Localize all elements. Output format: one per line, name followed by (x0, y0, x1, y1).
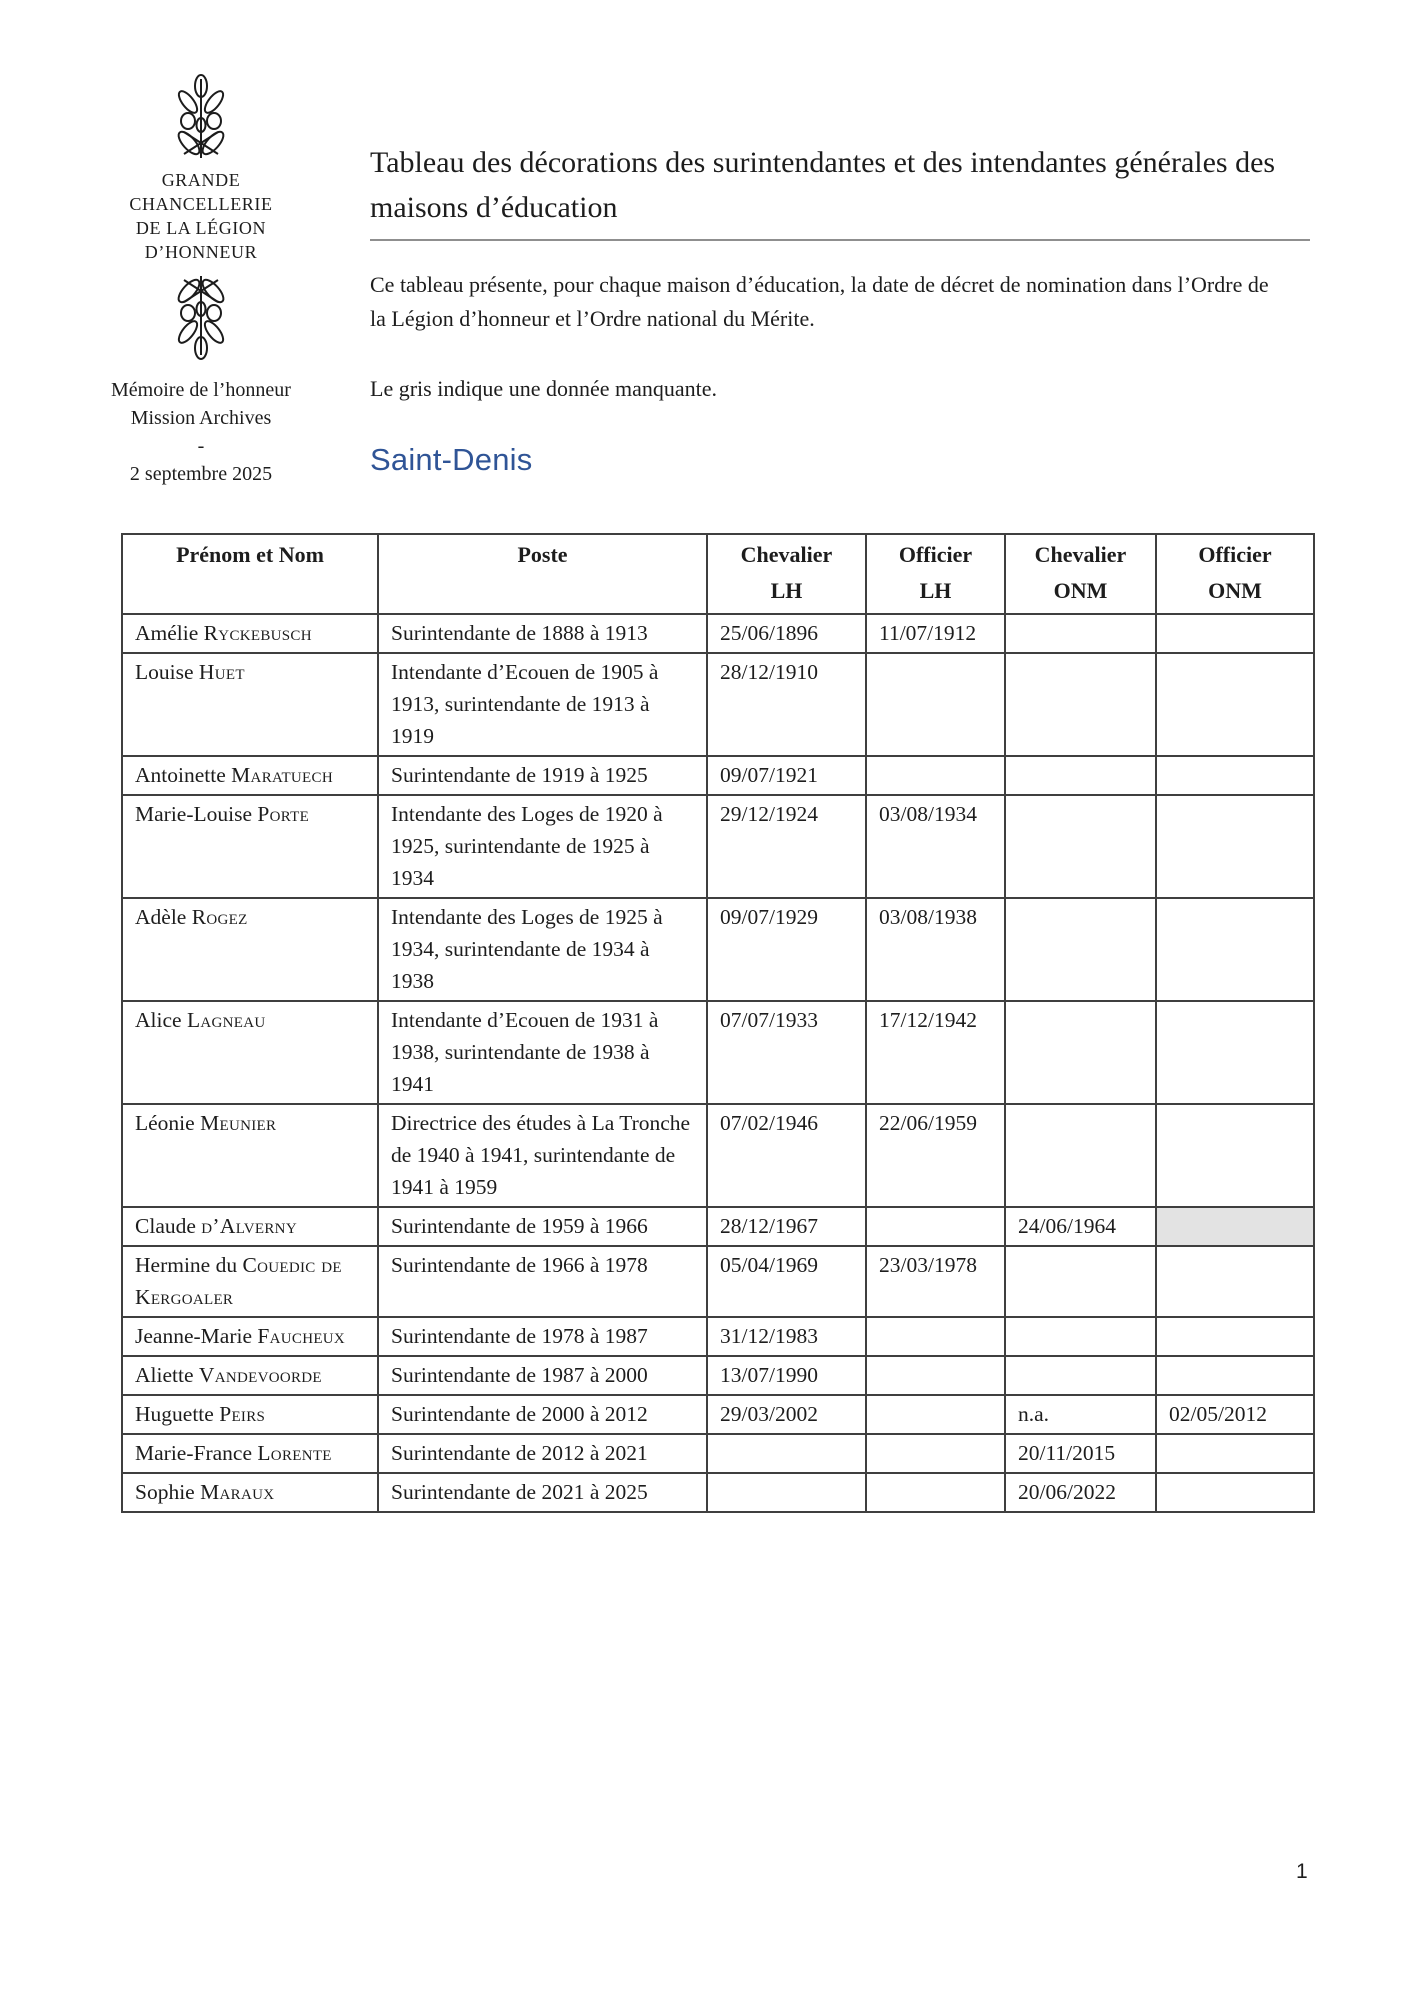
officier-lh-cell: 03/08/1934 (866, 795, 1005, 898)
chevalier-lh-cell: 13/07/1990 (707, 1356, 866, 1395)
given-name: Huguette (135, 1402, 220, 1426)
table-row (122, 653, 1314, 756)
table-row (122, 1246, 1314, 1317)
col-header-prenom-nom (122, 534, 378, 614)
given-name: Marie-Louise (135, 802, 258, 826)
family-name: Maratuech (231, 763, 333, 787)
org-name-line: D’HONNEUR (144, 242, 258, 262)
chevalier-lh-cell: 31/12/1983 (707, 1317, 866, 1356)
officier-lh-cell (866, 1317, 1005, 1356)
name-cell (122, 614, 378, 653)
laurel-ornament-icon (172, 274, 230, 360)
chevalier-lh-cell: 05/04/1969 (707, 1246, 866, 1317)
chevalier-onm-cell: 20/06/2022 (1005, 1473, 1156, 1512)
officier-lh-cell (866, 1207, 1005, 1246)
chevalier-onm-cell (1005, 614, 1156, 653)
table-row (122, 1395, 1314, 1434)
officier-onm-cell (1156, 1207, 1314, 1246)
poste-cell: Surintendante de 1987 à 2000 (378, 1356, 707, 1395)
intro-paragraph: Ce tableau présente, pour chaque maison d’éducation, la date de décret de nomination dans l’Ordre de la Légion d’honneur et l’Ordre national du Mérite. (370, 272, 1269, 331)
mission-line: - (197, 435, 205, 457)
officier-lh-cell: 22/06/1959 (866, 1104, 1005, 1207)
col-header-officier-onm (1156, 534, 1314, 614)
chevalier-onm-cell: 24/06/1964 (1005, 1207, 1156, 1246)
table-row (122, 795, 1314, 898)
given-name: Aliette (135, 1363, 199, 1387)
poste-cell: Surintendante de 1919 à 1925 (378, 756, 707, 795)
table-row (122, 1356, 1314, 1395)
chevalier-onm-cell (1005, 898, 1156, 1001)
chevalier-lh-cell (707, 1434, 866, 1473)
chevalier-onm-cell (1005, 1104, 1156, 1207)
chevalier-lh-cell: 09/07/1921 (707, 756, 866, 795)
chevalier-lh-cell: 09/07/1929 (707, 898, 866, 1001)
officier-onm-cell (1156, 1317, 1314, 1356)
officier-lh-cell: 23/03/1978 (866, 1246, 1005, 1317)
given-name: Léonie (135, 1111, 201, 1135)
org-name-line: DE LA LÉGION (135, 218, 267, 238)
family-name: Maraux (200, 1480, 275, 1504)
poste-cell: Surintendante de 2021 à 2025 (378, 1473, 707, 1512)
officier-onm-cell (1156, 898, 1314, 1001)
given-name: Alice (135, 1008, 187, 1032)
header-line: LH (919, 578, 952, 603)
chevalier-onm-cell (1005, 756, 1156, 795)
col-header-chevalier-lh (707, 534, 866, 614)
officier-onm-cell (1156, 1473, 1314, 1512)
missing-data-note: Le gris indique une donnée manquante. (370, 376, 718, 401)
chevalier-onm-cell (1005, 1356, 1156, 1395)
chevalier-lh-cell: 29/03/2002 (707, 1395, 866, 1434)
chevalier-onm-cell (1005, 1001, 1156, 1104)
officier-lh-cell (866, 1473, 1005, 1512)
name-cell (122, 1207, 378, 1246)
chevalier-onm-cell (1005, 1317, 1156, 1356)
officier-onm-cell (1156, 795, 1314, 898)
chevalier-lh-cell: 25/06/1896 (707, 614, 866, 653)
family-name: Couedic de Kergoaler (135, 1253, 342, 1309)
chevalier-onm-cell (1005, 795, 1156, 898)
family-name: Peirs (219, 1402, 266, 1426)
document-title: Tableau des décorations des surintendantes et des intendantes générales des maisons d’éducation (370, 140, 1310, 241)
table-row (122, 1207, 1314, 1246)
given-name: Sophie (135, 1480, 201, 1504)
given-name: Amélie (135, 621, 204, 645)
officier-onm-cell (1156, 1001, 1314, 1104)
poste-cell: Surintendante de 2012 à 2021 (378, 1434, 707, 1473)
officier-onm-cell (1156, 1104, 1314, 1207)
table-row (122, 1317, 1314, 1356)
officier-lh-cell: 11/07/1912 (866, 614, 1005, 653)
name-cell (122, 1317, 378, 1356)
family-name: Rogez (191, 905, 248, 929)
name-cell (122, 1395, 378, 1434)
officier-onm-cell (1156, 1356, 1314, 1395)
officier-lh-cell (866, 1356, 1005, 1395)
family-name: Meunier (200, 1111, 277, 1135)
page-number: 1 (1296, 1860, 1308, 1883)
poste-cell: Surintendante de 1888 à 1913 (378, 614, 707, 653)
main-content (370, 140, 1310, 478)
family-name: Faucheux (257, 1324, 346, 1348)
family-name: Porte (257, 802, 310, 826)
mission-line: 2 septembre 2025 (129, 463, 273, 485)
chevalier-lh-cell: 28/12/1910 (707, 653, 866, 756)
name-cell (122, 1001, 378, 1104)
section-heading-saint-denis: Saint-Denis (370, 442, 533, 477)
family-name: d’Alverny (201, 1214, 297, 1238)
table-row (122, 1473, 1314, 1512)
given-name: Louise (135, 660, 199, 684)
chevalier-lh-cell: 07/07/1933 (707, 1001, 866, 1104)
given-name: Jeanne-Marie (135, 1324, 258, 1348)
officier-onm-cell: 02/05/2012 (1156, 1395, 1314, 1434)
mission-line: Mission Archives (130, 407, 272, 429)
chevalier-lh-cell: 29/12/1924 (707, 795, 866, 898)
mission-line: Mémoire de l’honneur (111, 379, 291, 401)
decorations-table (121, 533, 1315, 1513)
table-row (122, 614, 1314, 653)
officier-onm-cell (1156, 1246, 1314, 1317)
given-name: Marie-France (135, 1441, 258, 1465)
poste-cell: Surintendante de 1959 à 1966 (378, 1207, 707, 1246)
table-row (122, 1104, 1314, 1207)
header-line: Officier (898, 542, 973, 567)
poste-cell: Intendante d’Ecouen de 1931 à 1938, surintendante de 1938 à 1941 (378, 1001, 707, 1104)
poste-cell: Intendante d’Ecouen de 1905 à 1913, surintendante de 1913 à 1919 (378, 653, 707, 756)
poste-cell: Intendante des Loges de 1925 à 1934, surintendante de 1934 à 1938 (378, 898, 707, 1001)
officier-lh-cell: 03/08/1938 (866, 898, 1005, 1001)
officier-lh-cell (866, 653, 1005, 756)
laurel-ornament-icon (172, 74, 230, 160)
header-line: Chevalier (1034, 542, 1127, 567)
given-name: Claude (135, 1214, 202, 1238)
officier-onm-cell (1156, 614, 1314, 653)
header-line: Officier (1198, 542, 1272, 567)
table-row (122, 1434, 1314, 1473)
chevalier-onm-cell: n.a. (1005, 1395, 1156, 1434)
name-cell (122, 756, 378, 795)
chevalier-onm-cell (1005, 1246, 1156, 1317)
header-line: Chevalier (740, 542, 833, 567)
mission-block (86, 376, 316, 488)
header-line: Poste (517, 542, 568, 567)
header-line: LH (770, 578, 803, 603)
family-name: Lagneau (186, 1008, 266, 1032)
header-row (122, 534, 1314, 614)
given-name: Antoinette (135, 763, 232, 787)
poste-cell: Surintendante de 1978 à 1987 (378, 1317, 707, 1356)
chevalier-lh-cell: 28/12/1967 (707, 1207, 866, 1246)
given-name: Adèle (135, 905, 192, 929)
header-line: ONM (1208, 578, 1262, 603)
name-cell (122, 1473, 378, 1512)
name-cell (122, 1434, 378, 1473)
name-cell (122, 898, 378, 1001)
header-line: Prénom et Nom (176, 542, 324, 567)
officier-onm-cell (1156, 653, 1314, 756)
org-name (86, 168, 316, 264)
poste-cell: Intendante des Loges de 1920 à 1925, surintendante de 1925 à 1934 (378, 795, 707, 898)
name-cell (122, 1356, 378, 1395)
family-name: Huet (198, 660, 245, 684)
sidebar (86, 74, 316, 488)
officier-lh-cell (866, 1395, 1005, 1434)
chevalier-onm-cell (1005, 653, 1156, 756)
officier-lh-cell: 17/12/1942 (866, 1001, 1005, 1104)
poste-cell: Directrice des études à La Tronche de 1940 à 1941, surintendante de 1941 à 1959 (378, 1104, 707, 1207)
org-name-line: CHANCELLERIE (129, 194, 273, 214)
given-name: Hermine du (135, 1253, 243, 1277)
name-cell (122, 1246, 378, 1317)
family-name: Ryckebusch (203, 621, 312, 645)
name-cell (122, 795, 378, 898)
table-row (122, 1001, 1314, 1104)
family-name: Vandevoorde (198, 1363, 322, 1387)
officier-onm-cell (1156, 756, 1314, 795)
officier-lh-cell (866, 1434, 1005, 1473)
poste-cell: Surintendante de 2000 à 2012 (378, 1395, 707, 1434)
table-row (122, 898, 1314, 1001)
poste-cell: Surintendante de 1966 à 1978 (378, 1246, 707, 1317)
org-name-line: GRANDE (161, 170, 241, 190)
col-header-officier-lh (866, 534, 1005, 614)
chevalier-lh-cell (707, 1473, 866, 1512)
col-header-chevalier-onm (1005, 534, 1156, 614)
name-cell (122, 653, 378, 756)
chevalier-lh-cell: 07/02/1946 (707, 1104, 866, 1207)
col-header-poste (378, 534, 707, 614)
family-name: Lorente (257, 1441, 332, 1465)
name-cell (122, 1104, 378, 1207)
officier-lh-cell (866, 756, 1005, 795)
header-line: ONM (1053, 578, 1108, 603)
chevalier-onm-cell: 20/11/2015 (1005, 1434, 1156, 1473)
table-row (122, 756, 1314, 795)
officier-onm-cell (1156, 1434, 1314, 1473)
